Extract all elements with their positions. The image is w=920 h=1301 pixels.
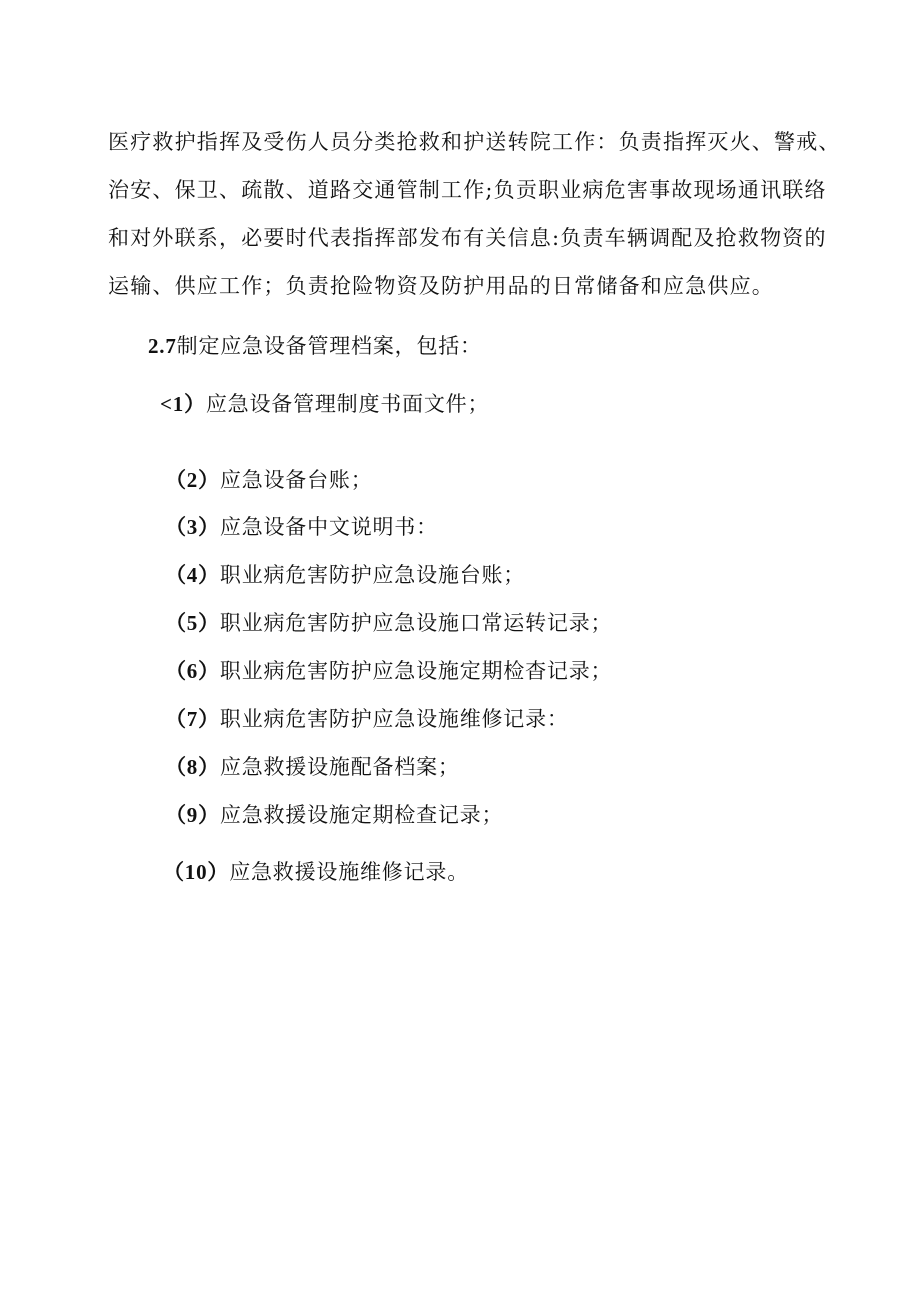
list-item bbox=[165, 658, 612, 684]
list-item bbox=[165, 754, 460, 780]
list-item-marker: （6） bbox=[165, 659, 220, 683]
section-heading bbox=[148, 333, 482, 359]
list-item-text: 职业病危害防护应急设施口常运转记录； bbox=[219, 611, 613, 635]
list-item-text: 应急救援设施配备档案； bbox=[219, 755, 460, 779]
list-item bbox=[165, 467, 373, 493]
paragraph-line-2: 治安、保卫、疏散、道路交通管制工作;负贡职业病危害事故现场通讯联络 bbox=[108, 178, 827, 202]
list-item-text: 应急救援设施定期检查记录； bbox=[219, 803, 504, 827]
paragraph-line-4: 运输、供应工作；负责抢险物资及防护用品的日常储备和应急供应。 bbox=[108, 274, 774, 298]
list-item-marker: （10） bbox=[163, 860, 230, 884]
list-item-marker: （9） bbox=[165, 803, 220, 827]
list-item-text: 应急设备管理制度书面文件； bbox=[205, 392, 490, 416]
list-item-text: 应急救援设施维修记录。 bbox=[229, 860, 470, 884]
list-item-text: 应急设备中文说明书： bbox=[219, 515, 438, 539]
list-item-marker: （8） bbox=[165, 755, 220, 779]
section-number: 2.7 bbox=[148, 334, 177, 358]
list-item bbox=[165, 706, 569, 732]
list-item-marker: （3） bbox=[165, 515, 220, 539]
paragraph-line-3: 和对外联系，必要时代表指挥部发布有关信息:负责车辆调配及抢救物资的 bbox=[108, 226, 827, 250]
list-item-marker: （2） bbox=[165, 468, 220, 492]
list-item bbox=[163, 859, 469, 885]
list-item-marker: （7） bbox=[165, 707, 220, 731]
list-item bbox=[165, 610, 612, 636]
list-item-text: 职业病危害防护应急设施维修记录： bbox=[219, 707, 569, 731]
list-item bbox=[160, 391, 489, 417]
list-item bbox=[165, 562, 525, 588]
list-item bbox=[165, 514, 438, 540]
list-item-marker: （4） bbox=[165, 563, 220, 587]
list-item-marker: （5） bbox=[165, 611, 220, 635]
paragraph-line-1: 医疗救护指挥及受伤人员分类抢救和护送转院工作：负责指挥灭火、警戒、 bbox=[108, 130, 841, 154]
section-title: 制定应急设备管理档案，包括： bbox=[176, 334, 482, 358]
list-item-text: 职业病危害防护应急设施定期检杳记录； bbox=[219, 659, 613, 683]
list-item-marker: <1） bbox=[160, 392, 206, 416]
list-item-text: 职业病危害防护应急设施台账； bbox=[219, 563, 526, 587]
list-item bbox=[165, 802, 503, 828]
list-item-text: 应急设备台账； bbox=[219, 468, 373, 492]
